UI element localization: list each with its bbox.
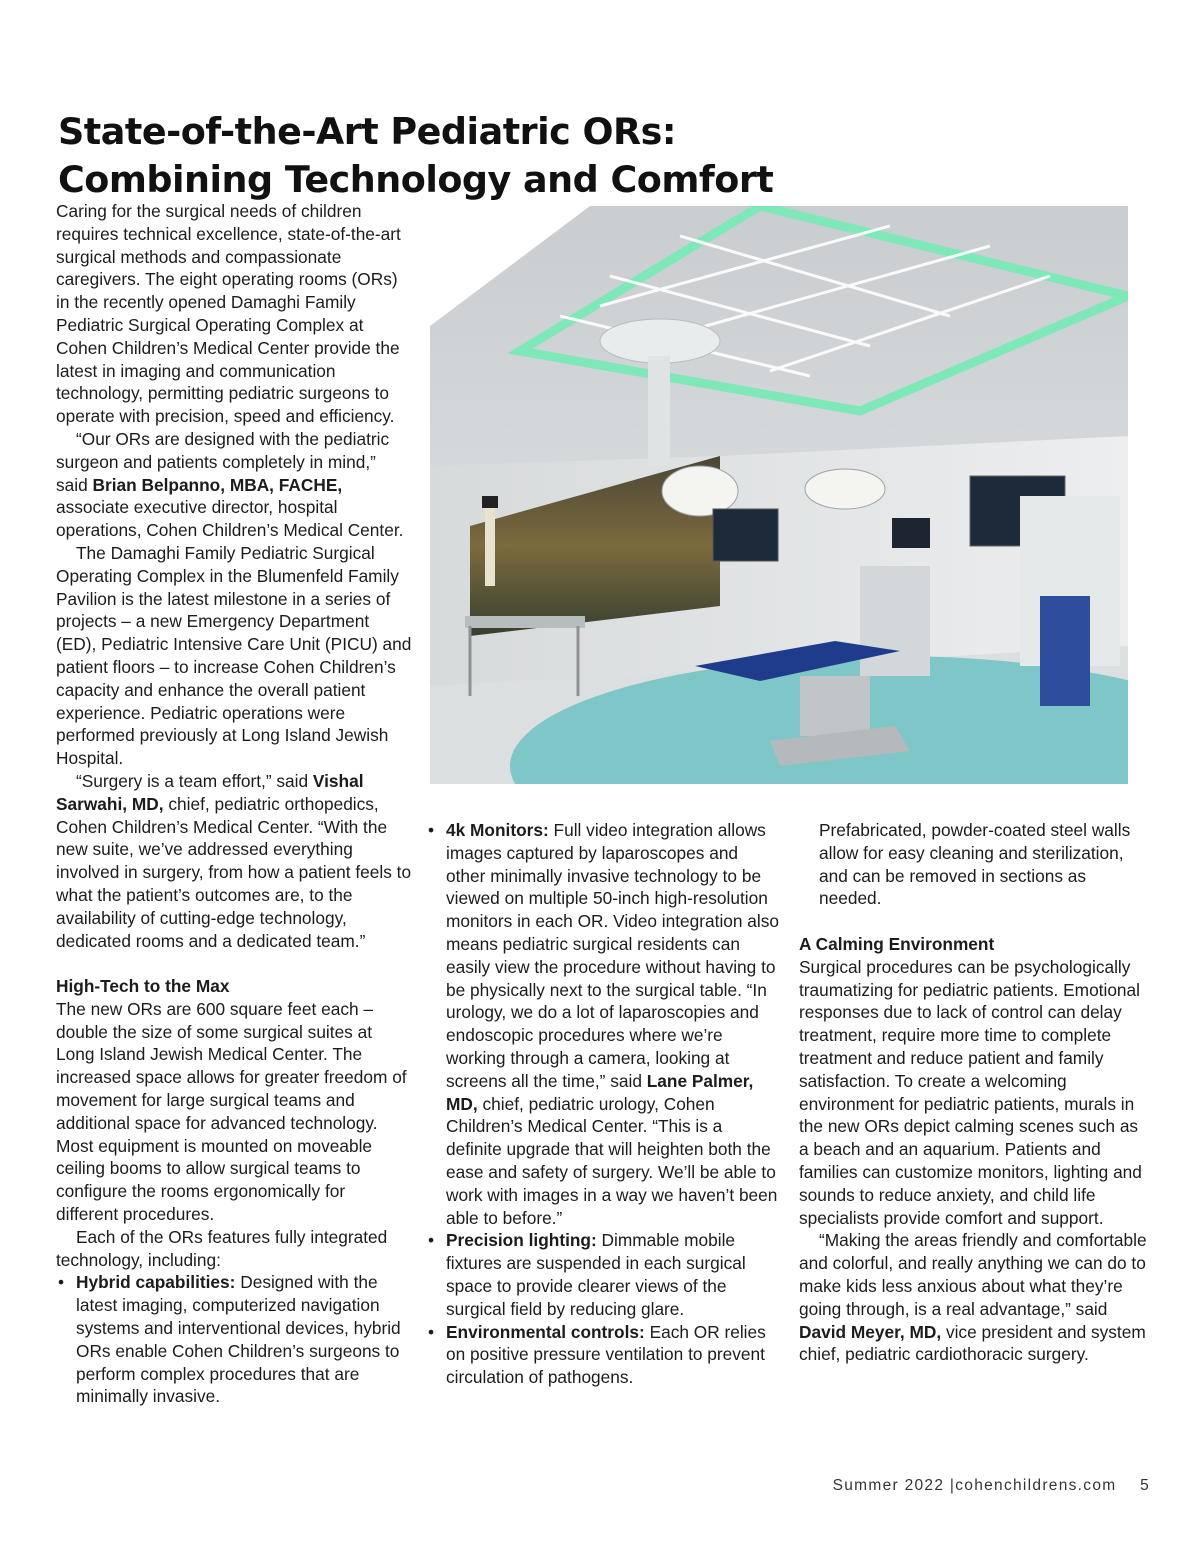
paragraph-complex: The Damaghi Family Pediatric Surgical Operating Complex in the Blumenfeld Family Pavilion is the latest milestone in a series of projects – a new Emergency Department (ED), Pediatric Intensive Care Unit (PICU) and patient floors – to increase Cohen Children’s capacity and enhance the overall patient experience. Pediatric operations were performed previously at Long Island Jewish Hospital. [56,542,412,769]
name-david-meyer: David Meyer, MD, [799,1321,942,1342]
page-number: 5 [1140,1477,1150,1494]
feature-list-part-1 [56,1271,412,1408]
footer-separator: | [949,1477,956,1494]
feature-list-part-2 [426,819,781,1389]
page-footer [760,1477,1150,1495]
title-line-2: Combining Technology and Comfort [58,158,774,202]
bullet-glyph: • [428,1321,435,1342]
list-item-environmental-controls: • Environmental controls: Each OR relies on positive pressure ventilation to prevent circulation of pathogens. [428,1321,766,1388]
footer-site: cohenchildrens.com [955,1477,1117,1494]
list-item-precision-lighting: • Precision lighting: Dimmable mobile fixtures are suspended in each surgical space to provide clearer views of the surgical field by reducing glare. [428,1230,746,1319]
bullet-glyph: • [428,1230,435,1251]
title-line-1: State-of-the-Art Pediatric ORs: [58,110,676,154]
paragraph-square-feet: The new ORs are 600 square feet each – double the size of some surgical suites at Long Island Jewish Medical Center. The increased space allows for greater freedom of movement for large surgical teams and additional space for advanced technology. Most equipment is mounted on moveable ceiling booms to allow surgical teams to configure the rooms ergonomically for different procedures. [56,998,407,1225]
paragraph-features-intro: Each of the ORs features fully integrated technology, including: [56,1226,388,1270]
name-lane-palmer: Lane Palmer, MD, [446,1070,754,1114]
column-3 [799,819,1149,1366]
name-brian-belpanno: Brian Belpanno, MBA, FACHE, [92,474,343,495]
list-item-4k-monitors: • 4k Monitors: Full video integration allows images captured by laparoscopes and other minimally invasive technology to be viewed on multiple 50-inch high-resolution monitors in each OR. Video integration also means pediatric surgical residents can easily view the procedure without having to be physically next to the surgical table. “In urology, we do a lot of laparoscopies and endoscopic procedures where we’re working through a camera, looking at screens all the time,” said Lane Palmer, MD, chief, pediatric urology, Cohen Children’s Medical Center. “This is a definite upgrade that will heighten both the ease and safety of surgery. We’ll be able to work with images in a way we haven’t been able to before.” [428,820,780,1228]
paragraph-meyer-quote: “Making the areas friendly and comfortable and colorful, and really anything we can do to make kids less anxious about what they’re going through, is a real advantage,” said David Meyer, MD, vice president and system chief, pediatric cardiothoracic surgery. [799,1230,1147,1365]
paragraph-belpanno-quote: “Our ORs are designed with the pediatric surgeon and patients completely in mind,” said Brian Belpanno, MBA, FACHE, associate executive director, hospital operations, Cohen Children’s Medical Center. [56,428,404,541]
list-item-continuation: Prefabricated, powder-coated steel walls allow for easy cleaning and sterilization, and can be removed in sections as needed. [819,820,1131,909]
footer-issue: Summer 2022 [832,1477,945,1494]
paragraph-psychological: Surgical procedures can be psychologically traumatizing for pediatric patients. Emotional responses due to lack of control can delay treatment, require more time to complete treatment and reduce patient and family satisfaction. To create a welcoming environment for pediatric patients, murals in the new ORs depict calming scenes such as a beach and an aquarium. Patients and families can customize monitors, lighting and sounds to reduce anxiety, and child life specialists provide comfort and support. [799,956,1142,1228]
subheading-calming-environment: A Calming Environment [799,933,995,954]
bullet-glyph: • [58,1272,65,1293]
paragraph-sarwahi-quote: “Surgery is a team effort,” said Vishal Sarwahi, MD, chief, pediatric orthopedics, Cohen Children’s Medical Center. “With the new suite, we’ve addressed everything involved in surgery, from how a patient feels to what the patient’s outcomes are, to the availability of cutting-edge technology, dedicated rooms and a dedicated team.” [56,770,412,951]
column-2 [426,819,781,1389]
article-title [58,108,958,204]
subheading-high-tech: High-Tech to the Max [56,976,230,997]
bullet-glyph: • [428,820,435,840]
paragraph-intro: Caring for the surgical needs of children requires technical excellence, state-of-the-art surgical methods and compassionate caregivers. The eight operating rooms (ORs) in the recently opened Damaghi Family Pediatric Surgical Operating Complex at Cohen Children’s Medical Center provide the latest in imaging and communication technology, permitting pediatric surgeons to operate with precision, speed and efficiency. [56,201,401,427]
list-item-hybrid: • Hybrid capabilities: Designed with the latest imaging, computerized navigation systems and interventional devices, hybrid ORs enable Cohen Children’s surgeons to perform complex procedures that are minimally invasive. [58,1272,401,1407]
operating-room-photo [430,206,1128,784]
name-vishal-sarwahi: Vishal Sarwahi, MD, [56,770,364,814]
column-1 [56,200,412,1408]
